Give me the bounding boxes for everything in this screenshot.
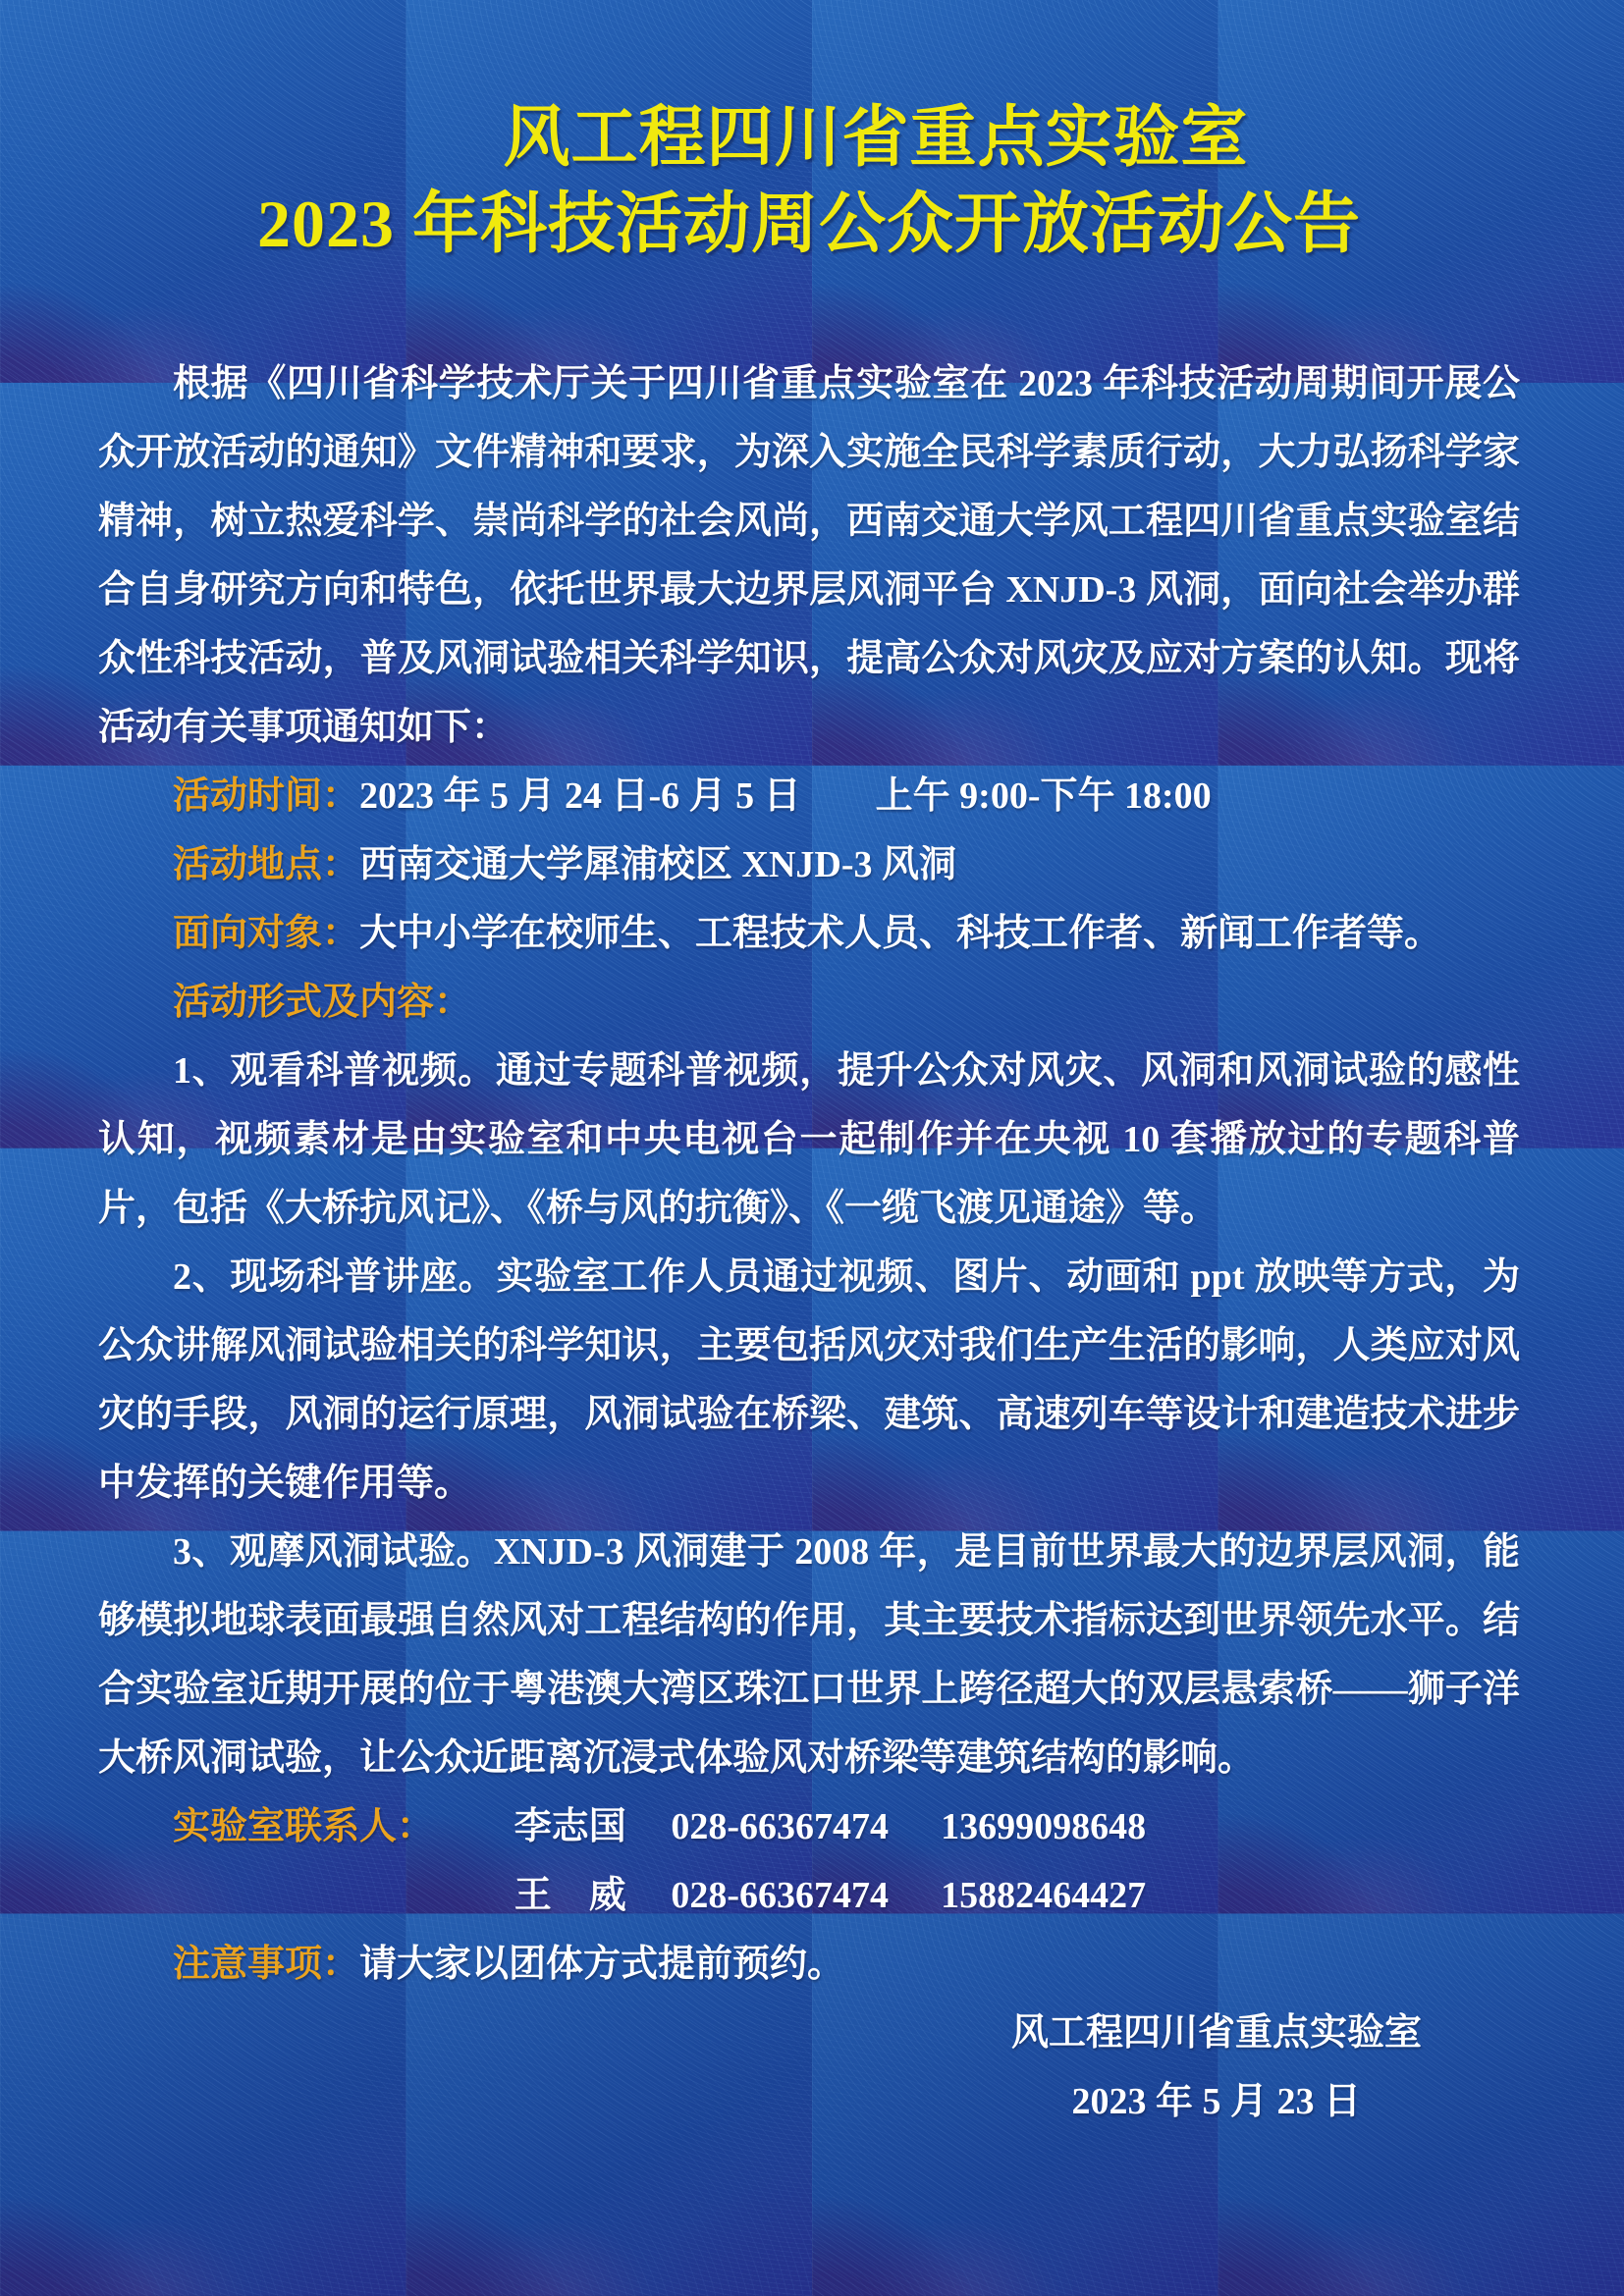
page-title	[98, 94, 1520, 267]
signature-block	[98, 1999, 1520, 2136]
notice-label: 注意事项：	[173, 1944, 360, 1985]
signature-org: 风工程四川省重点实验室	[1010, 2012, 1422, 2054]
title-line-2: 2023 年科技活动周公众开放活动公告	[256, 187, 1361, 261]
contact-row-2	[98, 1861, 1520, 1930]
contact-phone-2: 028-66367474	[671, 1875, 889, 1916]
info-label-format: 活动形式及内容：	[173, 982, 472, 1023]
info-row-format	[98, 968, 1520, 1037]
info-label-audience: 面向对象：	[173, 913, 360, 954]
notice-value: 请大家以团体方式提前预约。	[359, 1944, 845, 1985]
info-row-audience	[98, 899, 1520, 968]
activity-item-3: 3、观摩风洞试验。XNJD-3 风洞建于 2008 年，是目前世界最大的边界层风洞，能够模拟地球表面最强自然风对工程结构的作用，其主要技术指标达到世界领先水平。结合实验室近期开展的位于粤港澳大湾区珠江口世界上跨径超大的双层悬索桥——狮子洋大桥风洞试验，让公众近距离沉浸式体验风对桥梁等建筑结构的影响。	[98, 1531, 1520, 1779]
info-row-time	[98, 762, 1520, 830]
signature-date: 2023 年 5 月 23 日	[1071, 2081, 1361, 2122]
contact-phone-1: 028-66367474	[671, 1806, 889, 1847]
intro-paragraph: 根据《四川省科学技术厅关于四川省重点实验室在 2023 年科技活动周期间开展公众开放活动的通知》文件精神和要求，为深入实施全民科学素质行动，大力弘扬科学家精神，树立热爱科学、崇尚科学的社会风尚，西南交通大学风工程四川省重点实验室结合自身研究方向和特色，依托世界最大边界层风洞平台 XNJD-3 风洞，面向社会举办群众性科技活动，普及风洞试验相关科学知识，提高公众对风灾及应对方案的认知。现将活动有关事项通知如下：	[98, 363, 1520, 748]
contact-block	[98, 1792, 1520, 1999]
contact-mobile-2: 15882464427	[941, 1875, 1147, 1916]
info-row-place	[98, 830, 1520, 899]
title-line-1: 风工程四川省重点实验室	[503, 100, 1249, 175]
info-list	[98, 762, 1520, 1037]
info-value-time: 2023 年 5 月 24 日-6 月 5 日 上午 9:00-下午 18:00	[359, 775, 1212, 817]
info-value-place: 西南交通大学犀浦校区 XNJD-3 风洞	[359, 844, 956, 885]
contact-mobile-1: 13699098648	[941, 1806, 1147, 1847]
activity-item-1: 1、观看科普视频。通过专题科普视频，提升公众对风灾、风洞和风洞试验的感性认知，视频素材是由实验室和中央电视台一起制作并在央视 10 套播放过的专题科普片，包括《大桥抗风记》、《桥与风的抗衡》、《一缆飞渡见通途》等。	[98, 1050, 1520, 1229]
contact-label: 实验室联系人：	[173, 1806, 435, 1847]
contact-name-1: 李志国	[514, 1806, 626, 1847]
info-label-place: 活动地点：	[173, 844, 360, 885]
activity-item-2: 2、现场科普讲座。实验室工作人员通过视频、图片、动画和 ppt 放映等方式，为公众讲解风洞试验相关的科学知识，主要包括风灾对我们生产生活的影响，人类应对风灾的手段，风洞的运行原理，风洞试验在桥梁、建筑、高速列车等设计和建造技术进步中发挥的关键作用等。	[98, 1256, 1520, 1504]
info-label-time: 活动时间：	[173, 775, 360, 817]
notice-row	[98, 1930, 1520, 1999]
contact-row-1	[98, 1792, 1520, 1861]
contact-name-2: 王 威	[514, 1875, 626, 1916]
info-value-audience: 大中小学在校师生、工程技术人员、科技工作者、新闻工作者等。	[359, 913, 1442, 954]
